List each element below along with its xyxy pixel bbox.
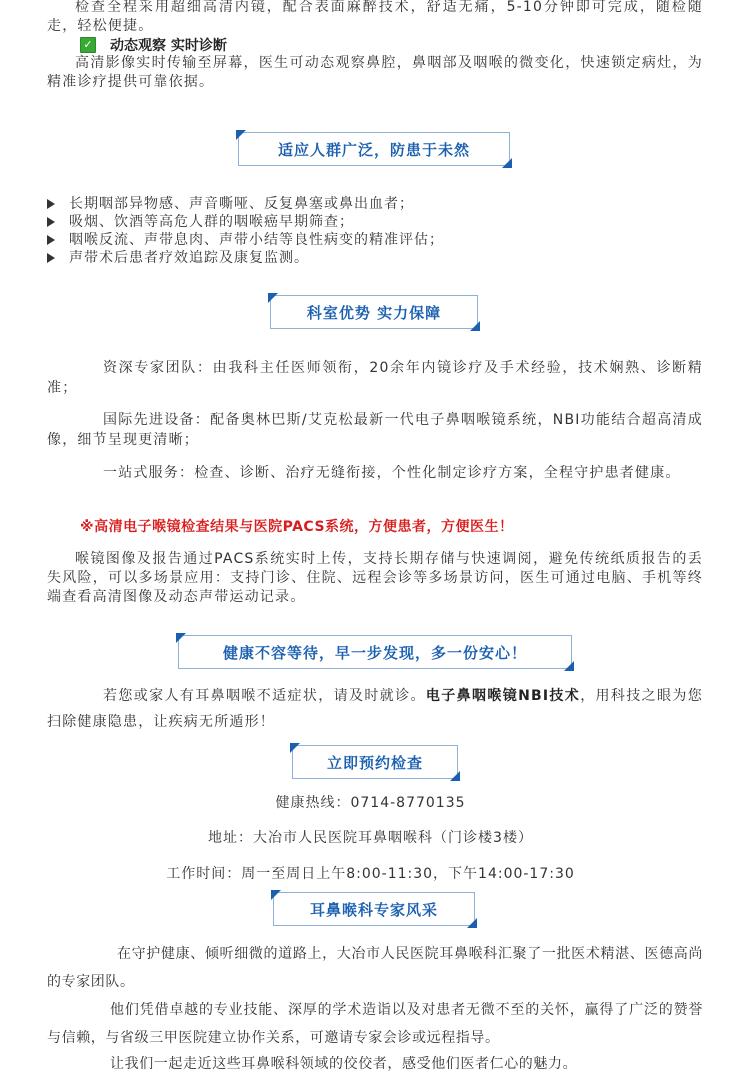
pacs-red-note: ※高清电子喉镜检查结果与医院PACS系统，方便患者，方便医生！ (80, 519, 514, 535)
address-text: 地址：大冶市人民医院耳鼻咽喉科（门诊楼3楼） (208, 830, 533, 846)
advantage-equipment: 国际先进设备：配备奥林巴斯/艾克松最新一代电子鼻咽喉镜系统，NBI功能结合超高清成像，细节呈现更清晰； (47, 412, 703, 448)
section-heading-advantages (270, 295, 478, 329)
visit-paragraph: 若您或家人有耳鼻咽喉不适症状，请及时就诊。电子鼻咽喉镜NBI技术，用科技之眼为您扫除健康隐患，让疾病无所遁形！ (47, 688, 703, 730)
advantage-team: 资深专家团队：由我科主任医师领衔，20余年内镜诊疗及手术经验，技术娴熟、诊断精准； (47, 360, 703, 396)
section-heading-booking (292, 745, 458, 779)
list-item: 吸烟、饮酒等高危人群的咽喉癌早期筛查； (47, 213, 354, 231)
check-title-line (80, 35, 227, 55)
list-item: 长期咽部异物感、声音嘶哑、反复鼻塞或鼻出血者； (47, 195, 414, 213)
section-heading-text: 健康不容等待，早一步发现，多一份安心！ (222, 643, 527, 662)
list-item: 咽喉反流、声带息肉、声带小结等良性病变的精准评估； (47, 231, 444, 249)
checkmark-icon: ✓ (80, 37, 96, 53)
triangle-bullet-icon (47, 235, 55, 245)
advantage-service: 一站式服务：检查、诊断、治疗无缝衔接，个性化制定诊疗方案，全程守护患者健康。 (103, 465, 681, 481)
intro-paragraph-1: 检查全程采用超细高清内镜，配合表面麻醉技术，舒适无痛，5-10分钟即可完成，随检随走，轻松便捷。 (47, 0, 703, 34)
hotline-text: 健康热线：0714-8770135 (275, 795, 466, 811)
experts-paragraph-2: 他们凭借卓越的专业技能、深厚的学术造诣以及对患者无微不至的关怀，赢得了广泛的赞誉与信赖，与省级三甲医院建立协作关系，可邀请专家会诊或远程指导。 (47, 1002, 703, 1046)
section-heading-audience (238, 132, 510, 166)
list-item: 声带术后患者疗效追踪及康复监测。 (47, 249, 309, 267)
hours-text: 工作时间：周一至周日上午8:00-11:30，下午14:00-17:30 (166, 866, 575, 882)
triangle-bullet-icon (47, 217, 55, 227)
experts-paragraph-1: 在守护健康、倾听细微的道路上，大冶市人民医院耳鼻喉科汇聚了一批医术精湛、医德高尚的专家团队。 (47, 946, 703, 990)
section-heading-health (178, 635, 572, 669)
section-heading-text: 适应人群广泛，防患于未然 (277, 140, 470, 159)
triangle-bullet-icon (47, 199, 55, 209)
nbi-highlight: 电子鼻咽喉镜NBI技术 (425, 688, 581, 704)
section-heading-text: 耳鼻喉科专家风采 (309, 900, 438, 919)
check-title: 动态观察 实时诊断 (110, 38, 227, 54)
pacs-paragraph: 喉镜图像及报告通过PACS系统实时上传，支持长期存储与快速调阅，避免传统纸质报告的丢失风险，可以多场景应用：支持门诊、住院、远程会诊等多场景访问，医生可通过电脑、手机等终端查看高清图像及动态声带运动记录。 (47, 551, 703, 605)
intro-paragraph-2: 高清影像实时传输至屏幕，医生可动态观察鼻腔，鼻咽部及咽喉的微变化，快速锁定病灶，为精准诊疗提供可靠依据。 (47, 55, 703, 90)
experts-paragraph-3: 让我们一起走近这些耳鼻喉科领域的佼佼者，感受他们医者仁心的魅力。 (110, 1056, 578, 1072)
section-heading-text: 科室优势 实力保障 (306, 303, 442, 322)
section-heading-experts (273, 892, 475, 926)
section-heading-text: 立即预约检查 (326, 753, 423, 772)
triangle-bullet-icon (47, 253, 55, 263)
